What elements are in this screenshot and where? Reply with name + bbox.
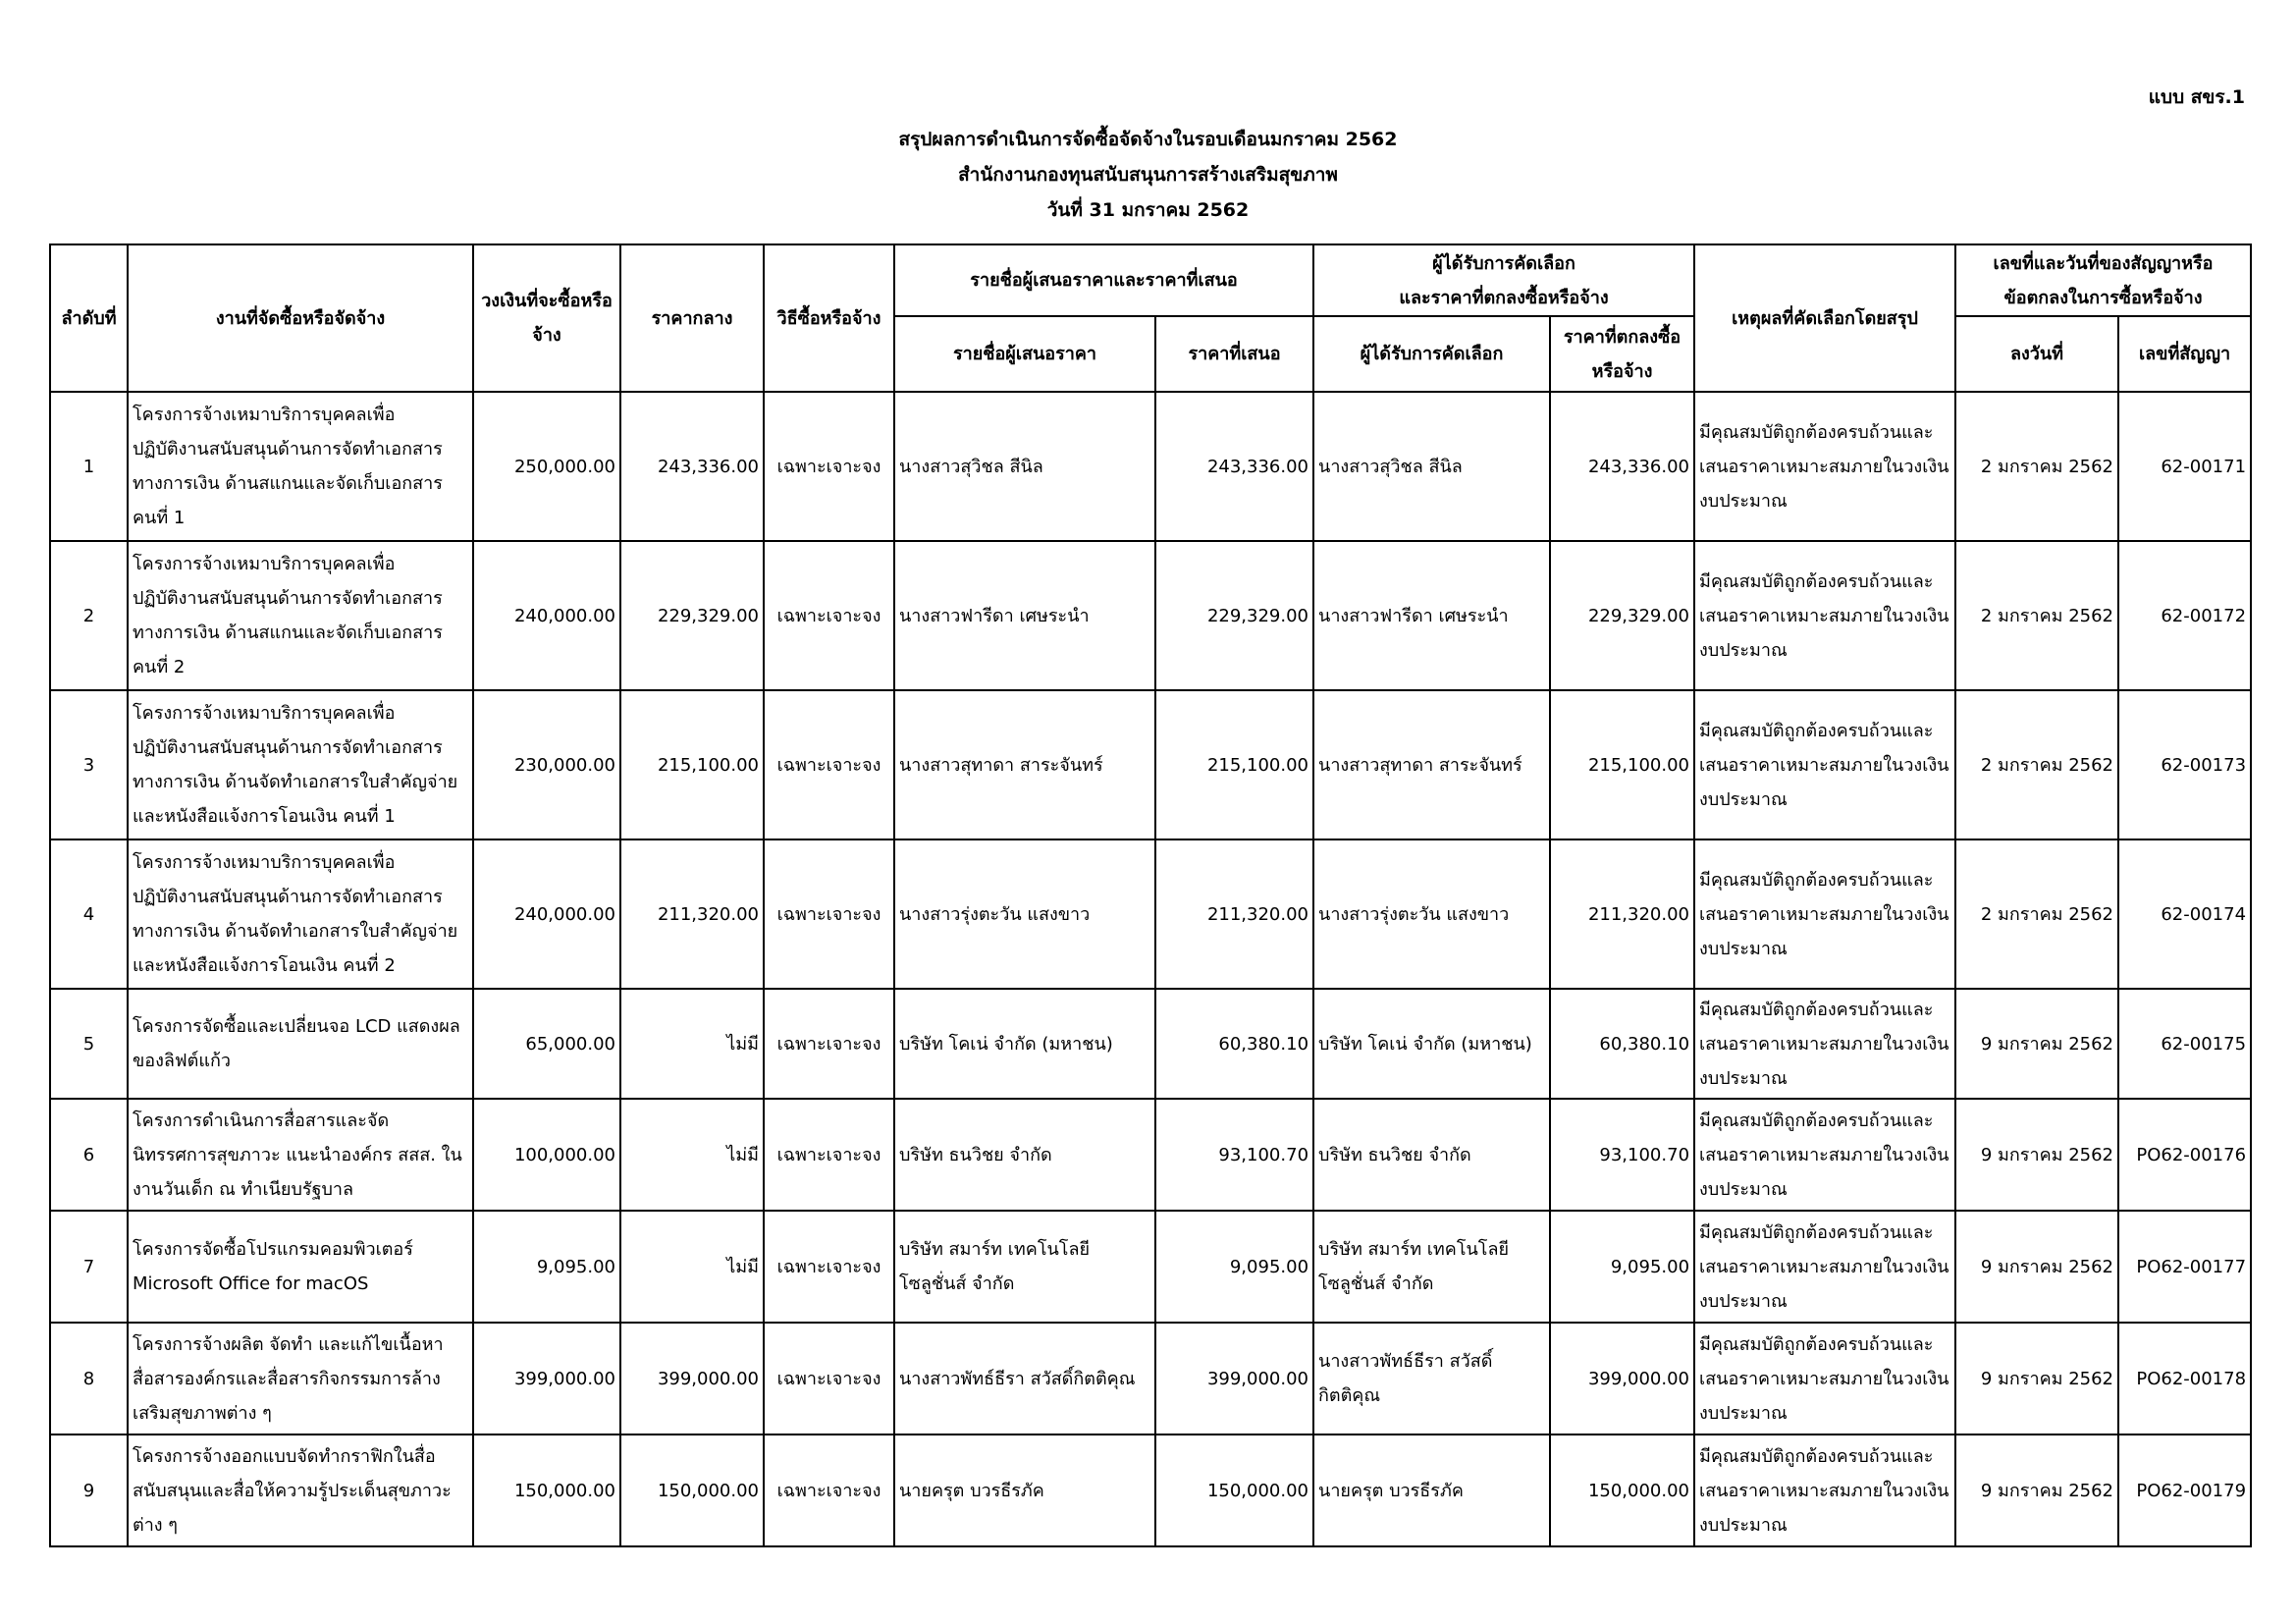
table-row: [50, 1323, 2251, 1435]
row-median-price: 243,336.00: [620, 392, 764, 541]
row-sign-date: 9 มกราคม 2562: [1955, 1323, 2118, 1435]
table-row: [50, 1435, 2251, 1546]
header-agreed-price: ราคาที่ตกลงซื้อ หรือจ้าง: [1550, 316, 1694, 392]
header-selected-name: ผู้ได้รับการคัดเลือก: [1313, 316, 1550, 392]
row-work: โครงการจ้างเหมาบริการบุคคลเพื่อ ปฏิบัติงานสนับสนุนด้านการจัดทำเอกสาร ทางการเงิน ด้านจัดทำเอกสารใบสำคัญจ่าย และหนังสือแจ้งการโอนเงิน คนที่ 2: [128, 839, 473, 989]
row-budget: 399,000.00: [473, 1323, 620, 1435]
document-subtitle: สำนักงานกองทุนสนับสนุนการสร้างเสริมสุขภาพ: [958, 164, 1338, 186]
row-method: เฉพาะเจาะจง: [764, 392, 894, 541]
row-contract-no: PO62-00176: [2118, 1099, 2251, 1211]
row-contract-no: 62-00174: [2118, 839, 2251, 989]
row-agreed-price: 9,095.00: [1550, 1211, 1694, 1323]
table-row: [50, 989, 2251, 1099]
header-work: งานที่จัดซื้อหรือจัดจ้าง: [128, 244, 473, 392]
row-reason: มีคุณสมบัติถูกต้องครบถ้วนและ เสนอราคาเหมาะสมภายในวงเงิน งบประมาณ: [1694, 1323, 1955, 1435]
row-reason: มีคุณสมบัติถูกต้องครบถ้วนและ เสนอราคาเหมาะสมภายในวงเงิน งบประมาณ: [1694, 839, 1955, 989]
row-agreed-price: 60,380.10: [1550, 989, 1694, 1099]
row-sign-date: 9 มกราคม 2562: [1955, 1099, 2118, 1211]
row-reason: มีคุณสมบัติถูกต้องครบถ้วนและ เสนอราคาเหมาะสมภายในวงเงิน งบประมาณ: [1694, 1099, 1955, 1211]
header-method: วิธีซื้อหรือจ้าง: [764, 244, 894, 392]
row-no: 5: [50, 989, 128, 1099]
row-median-price: 229,329.00: [620, 541, 764, 690]
row-reason: มีคุณสมบัติถูกต้องครบถ้วนและ เสนอราคาเหมาะสมภายในวงเงิน งบประมาณ: [1694, 690, 1955, 839]
row-no: 7: [50, 1211, 128, 1323]
row-bidder-name: บริษัท สมาร์ท เทคโนโลยี โซลูชั่นส์ จำกัด: [894, 1211, 1155, 1323]
row-reason: มีคุณสมบัติถูกต้องครบถ้วนและ เสนอราคาเหมาะสมภายในวงเงิน งบประมาณ: [1694, 1435, 1955, 1546]
row-median-price: ไม่มี: [620, 1211, 764, 1323]
row-budget: 230,000.00: [473, 690, 620, 839]
row-bid-price: 60,380.10: [1155, 989, 1313, 1099]
table-row: [50, 1099, 2251, 1211]
row-no: 6: [50, 1099, 128, 1211]
row-no: 2: [50, 541, 128, 690]
procurement-table: [49, 244, 2252, 1547]
row-selected-name: นางสาวพัทธ์ธีรา สวัสดิ์กิตติคุณ: [1313, 1323, 1550, 1435]
document-title: สรุปผลการดำเนินการจัดซื้อจัดจ้างในรอบเดือนมกราคม 2562: [898, 129, 1398, 150]
row-work: โครงการจัดซื้อและเปลี่ยนจอ LCD แสดงผล ของลิฟต์แก้ว: [128, 989, 473, 1099]
row-bidder-name: นางสาวฟารีดา เศษระนำ: [894, 541, 1155, 690]
row-budget: 9,095.00: [473, 1211, 620, 1323]
row-sign-date: 9 มกราคม 2562: [1955, 1211, 2118, 1323]
row-bid-price: 9,095.00: [1155, 1211, 1313, 1323]
row-agreed-price: 229,329.00: [1550, 541, 1694, 690]
row-reason: มีคุณสมบัติถูกต้องครบถ้วนและ เสนอราคาเหมาะสมภายในวงเงิน งบประมาณ: [1694, 1211, 1955, 1323]
row-work: โครงการจ้างเหมาบริการบุคคลเพื่อ ปฏิบัติงานสนับสนุนด้านการจัดทำเอกสาร ทางการเงิน ด้านจัดทำเอกสารใบสำคัญจ่าย และหนังสือแจ้งการโอนเงิน คนที่ 1: [128, 690, 473, 839]
form-code: แบบ สขร.1: [2148, 86, 2245, 108]
row-contract-no: PO62-00179: [2118, 1435, 2251, 1546]
header-bidders-group: รายชื่อผู้เสนอราคาและราคาที่เสนอ: [894, 244, 1313, 316]
row-selected-name: บริษัท สมาร์ท เทคโนโลยี โซลูชั่นส์ จำกัด: [1313, 1211, 1550, 1323]
row-work: โครงการจัดซื้อโปรแกรมคอมพิวเตอร์ Microsoft Office for macOS: [128, 1211, 473, 1323]
header-no: ลำดับที่: [50, 244, 128, 392]
table-row: [50, 392, 2251, 541]
row-median-price: ไม่มี: [620, 989, 764, 1099]
row-work: โครงการดำเนินการสื่อสารและจัด นิทรรศการสุขภาวะ แนะนำองค์กร สสส. ใน งานวันเด็ก ณ ทำเนียบรัฐบาล: [128, 1099, 473, 1211]
row-bidder-name: นางสาวพัทธ์ธีรา สวัสดิ์กิตติคุณ: [894, 1323, 1155, 1435]
row-contract-no: 62-00173: [2118, 690, 2251, 839]
row-sign-date: 2 มกราคม 2562: [1955, 392, 2118, 541]
row-median-price: 215,100.00: [620, 690, 764, 839]
row-bid-price: 211,320.00: [1155, 839, 1313, 989]
row-reason: มีคุณสมบัติถูกต้องครบถ้วนและ เสนอราคาเหมาะสมภายในวงเงิน งบประมาณ: [1694, 541, 1955, 690]
row-selected-name: นายครุต บวรธีรภัค: [1313, 1435, 1550, 1546]
row-contract-no: 62-00172: [2118, 541, 2251, 690]
row-budget: 150,000.00: [473, 1435, 620, 1546]
row-no: 3: [50, 690, 128, 839]
header-budget: วงเงินที่จะซื้อหรือจ้าง: [473, 244, 620, 392]
row-agreed-price: 243,336.00: [1550, 392, 1694, 541]
row-selected-name: นางสาวรุ่งตะวัน แสงขาว: [1313, 839, 1550, 989]
row-contract-no: PO62-00178: [2118, 1323, 2251, 1435]
row-bidder-name: นางสาวสุทาดา สาระจันทร์: [894, 690, 1155, 839]
row-median-price: 399,000.00: [620, 1323, 764, 1435]
row-method: เฉพาะเจาะจง: [764, 541, 894, 690]
row-contract-no: 62-00175: [2118, 989, 2251, 1099]
header-bidder-name: รายชื่อผู้เสนอราคา: [894, 316, 1155, 392]
row-contract-no: PO62-00177: [2118, 1211, 2251, 1323]
row-sign-date: 2 มกราคม 2562: [1955, 690, 2118, 839]
row-budget: 240,000.00: [473, 541, 620, 690]
row-bidder-name: นางสาวสุวิชล สีนิล: [894, 392, 1155, 541]
row-no: 9: [50, 1435, 128, 1546]
row-method: เฉพาะเจาะจง: [764, 839, 894, 989]
row-sign-date: 2 มกราคม 2562: [1955, 541, 2118, 690]
header-contract-group: เลขที่และวันที่ของสัญญาหรือ ข้อตกลงในการซื้อหรือจ้าง: [1955, 244, 2251, 316]
row-work: โครงการจ้างเหมาบริการบุคคลเพื่อ ปฏิบัติงานสนับสนุนด้านการจัดทำเอกสาร ทางการเงิน ด้านสแกนและจัดเก็บเอกสาร คนที่ 2: [128, 541, 473, 690]
row-sign-date: 9 มกราคม 2562: [1955, 989, 2118, 1099]
row-selected-name: นางสาวสุทาดา สาระจันทร์: [1313, 690, 1550, 839]
row-no: 8: [50, 1323, 128, 1435]
row-contract-no: 62-00171: [2118, 392, 2251, 541]
header-contract-no: เลขที่สัญญา: [2118, 316, 2251, 392]
row-budget: 65,000.00: [473, 989, 620, 1099]
row-method: เฉพาะเจาะจง: [764, 1099, 894, 1211]
row-bidder-name: บริษัท โคเน่ จำกัด (มหาชน): [894, 989, 1155, 1099]
row-method: เฉพาะเจาะจง: [764, 1435, 894, 1546]
row-bid-price: 93,100.70: [1155, 1099, 1313, 1211]
row-budget: 240,000.00: [473, 839, 620, 989]
row-reason: มีคุณสมบัติถูกต้องครบถ้วนและ เสนอราคาเหมาะสมภายในวงเงิน งบประมาณ: [1694, 392, 1955, 541]
row-sign-date: 9 มกราคม 2562: [1955, 1435, 2118, 1546]
row-agreed-price: 211,320.00: [1550, 839, 1694, 989]
row-bid-price: 229,329.00: [1155, 541, 1313, 690]
row-work: โครงการจ้างผลิต จัดทำ และแก้ไขเนื้อหา สื่อสารองค์กรและสื่อสารกิจกรรมการล้าง เสริมสุขภาพต่าง ๆ: [128, 1323, 473, 1435]
document-header: [0, 122, 2296, 228]
row-work: โครงการจ้างออกแบบจัดทำกราฟิกในสื่อ สนับสนุนและสื่อให้ความรู้ประเด็นสุขภาวะ ต่าง ๆ: [128, 1435, 473, 1546]
row-bid-price: 150,000.00: [1155, 1435, 1313, 1546]
header-selected-group: ผู้ได้รับการคัดเลือก และราคาที่ตกลงซื้อหรือจ้าง: [1313, 244, 1694, 316]
row-bid-price: 243,336.00: [1155, 392, 1313, 541]
header-sign-date: ลงวันที่: [1955, 316, 2118, 392]
row-work: โครงการจ้างเหมาบริการบุคคลเพื่อ ปฏิบัติงานสนับสนุนด้านการจัดทำเอกสาร ทางการเงิน ด้านสแกนและจัดเก็บเอกสาร คนที่ 1: [128, 392, 473, 541]
row-method: เฉพาะเจาะจง: [764, 690, 894, 839]
row-budget: 250,000.00: [473, 392, 620, 541]
table-header: [50, 244, 2251, 392]
table-row: [50, 839, 2251, 989]
row-median-price: ไม่มี: [620, 1099, 764, 1211]
row-bidder-name: บริษัท ธนวิชย จำกัด: [894, 1099, 1155, 1211]
header-median-price: ราคากลาง: [620, 244, 764, 392]
row-agreed-price: 399,000.00: [1550, 1323, 1694, 1435]
row-reason: มีคุณสมบัติถูกต้องครบถ้วนและ เสนอราคาเหมาะสมภายในวงเงิน งบประมาณ: [1694, 989, 1955, 1099]
row-agreed-price: 215,100.00: [1550, 690, 1694, 839]
row-agreed-price: 150,000.00: [1550, 1435, 1694, 1546]
row-selected-name: บริษัท ธนวิชย จำกัด: [1313, 1099, 1550, 1211]
table-body: [50, 392, 2251, 1546]
row-no: 1: [50, 392, 128, 541]
row-selected-name: บริษัท โคเน่ จำกัด (มหาชน): [1313, 989, 1550, 1099]
row-bidder-name: นางสาวรุ่งตะวัน แสงขาว: [894, 839, 1155, 989]
row-bidder-name: นายครุต บวรธีรภัค: [894, 1435, 1155, 1546]
document-date: วันที่ 31 มกราคม 2562: [1046, 199, 1250, 221]
row-median-price: 150,000.00: [620, 1435, 764, 1546]
row-method: เฉพาะเจาะจง: [764, 989, 894, 1099]
header-bid-price: ราคาที่เสนอ: [1155, 316, 1313, 392]
row-selected-name: นางสาวฟารีดา เศษระนำ: [1313, 541, 1550, 690]
row-agreed-price: 93,100.70: [1550, 1099, 1694, 1211]
table-row: [50, 690, 2251, 839]
row-no: 4: [50, 839, 128, 989]
header-row-1: [50, 244, 2251, 316]
row-selected-name: นางสาวสุวิชล สีนิล: [1313, 392, 1550, 541]
row-method: เฉพาะเจาะจง: [764, 1211, 894, 1323]
table-row: [50, 1211, 2251, 1323]
row-sign-date: 2 มกราคม 2562: [1955, 839, 2118, 989]
row-bid-price: 215,100.00: [1155, 690, 1313, 839]
row-budget: 100,000.00: [473, 1099, 620, 1211]
table-row: [50, 541, 2251, 690]
row-median-price: 211,320.00: [620, 839, 764, 989]
header-reason: เหตุผลที่คัดเลือกโดยสรุป: [1694, 244, 1955, 392]
row-method: เฉพาะเจาะจง: [764, 1323, 894, 1435]
row-bid-price: 399,000.00: [1155, 1323, 1313, 1435]
